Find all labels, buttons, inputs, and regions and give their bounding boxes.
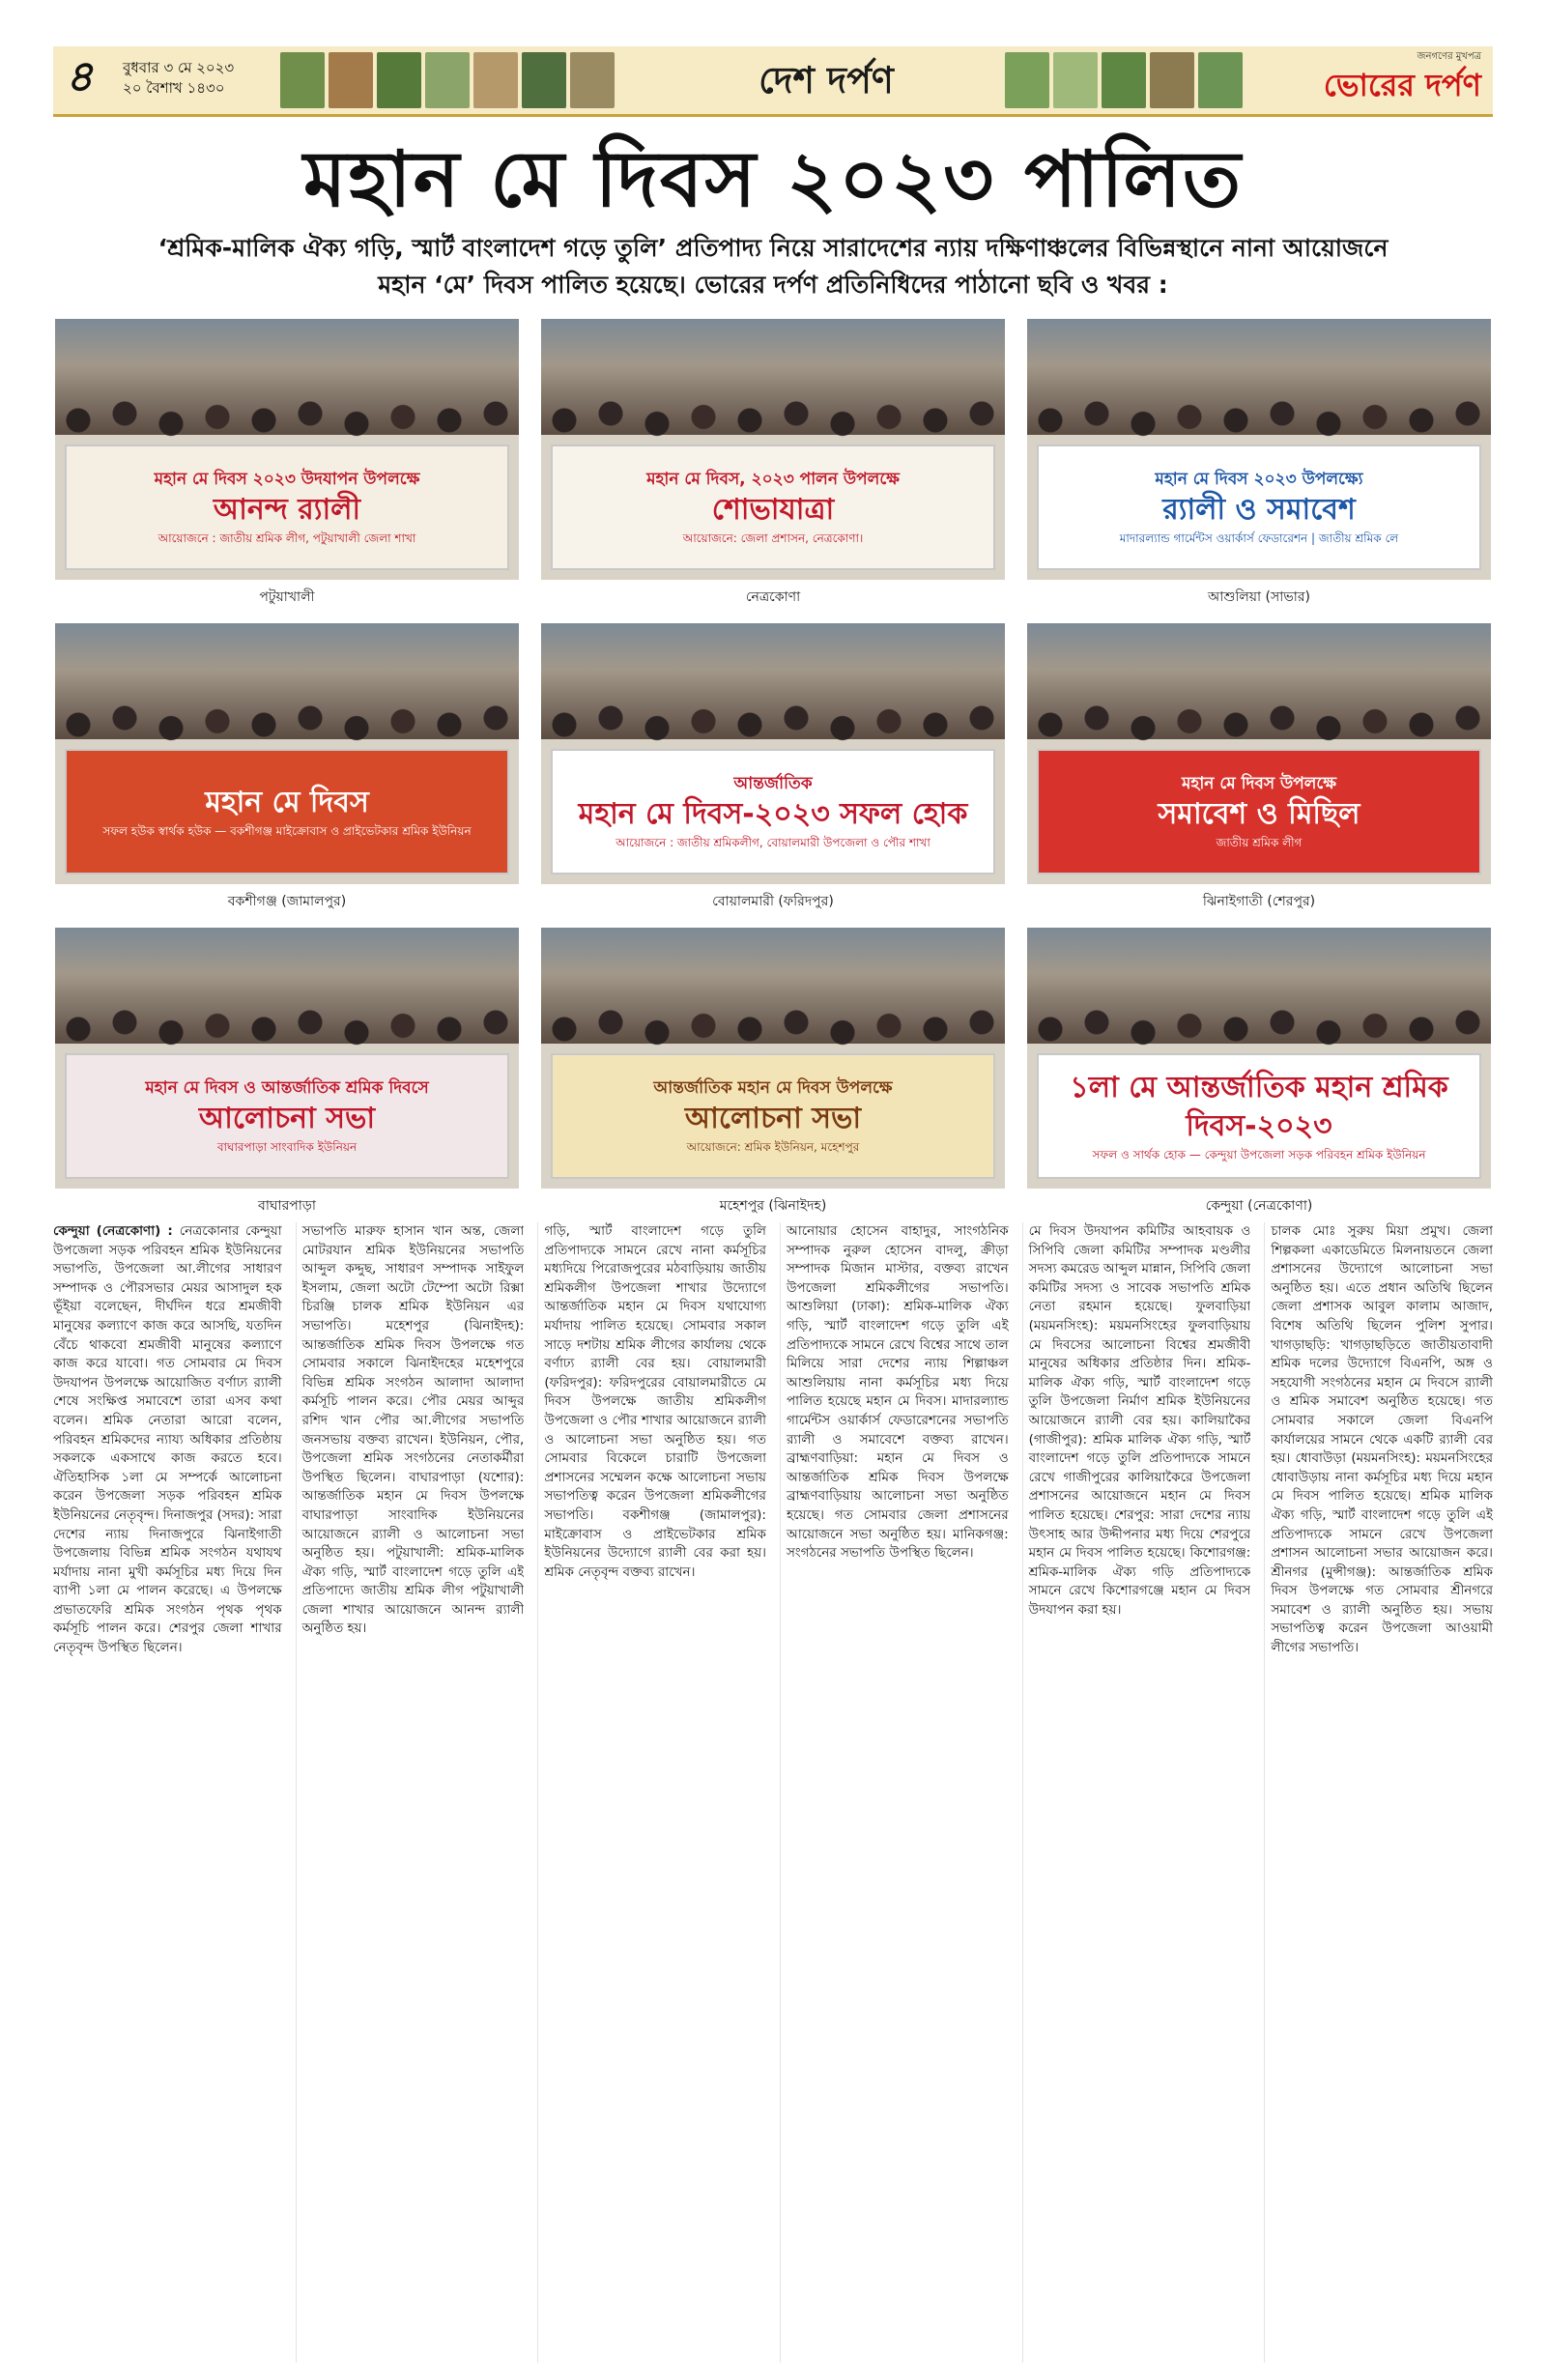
page-subheadline — [77, 230, 1469, 303]
page-headline: মহান মে দিবস ২০২৩ পালিত — [302, 134, 1244, 224]
column-text: সভাপতি মারুফ হাসান খান অন্ত, জেলা মোটরযান শ্রমিক ইউনিয়নের সভাপতি আব্দুল কদ্দুছ, সাধারণ সম্পাদক সাইফুল ইসলাম, জেলা অটো টেম্পো অটো রিক্সা চিরঞ্জি চালক শ্রমিক ইউনিয়ন এর সভাপতি। মহেশপুর (ঝিনাইদহ): আন্তর্জাতিক শ্রমিক দিবস উপলক্ষে গত সোমবার সকালে ঝিনাইদহের মহেশপুরে বিভিন্ন শ্রমিক সংগঠন আলাদা আলাদা কর্মসূচি পালন করে। পৌর মেয়র আব্দুর রশিদ খান পৌর আ.লীগের সভাপতি জনসভায় বক্তব্য রাখেন। ইউনিয়ন, পৌর, উপজেলা শ্রমিক সংগঠনের নেতাকর্মীরা উপস্থিত ছিলেন। বাঘারপাড়া (যশোর): আন্তর্জাতিক মহান মে দিবস উপলক্ষে বাঘারপাড়া সাংবাদিক ইউনিয়নের আয়োজনে র‍্যালী ও আলোচনা সভা অনুষ্ঠিত হয়। পটুয়াখালী: শ্রমিক-মালিক ঐক্য গড়ি, স্মার্ট বাংলাদেশ গড়ে তুলি এই প্রতিপাদ্যে জাতীয় শ্রমিক লীগ পটুয়াখালী জেলা শাখার আয়োজনে আনন্দ র‍্যালী অনুষ্ঠিত হয়। — [301, 1223, 525, 1637]
banner-top-text: মহান মে দিবস ২০২৩ উপলক্ষ্যে — [1155, 470, 1363, 489]
photo-caption: বাঘারপাড়া — [258, 1198, 316, 1214]
photo-banner — [65, 444, 509, 570]
column-paragraph — [302, 1222, 525, 1639]
strip-photo — [329, 52, 373, 108]
banner-top-text: মহান মে দিবস উপলক্ষে — [1181, 774, 1337, 793]
banner-bottom-text: মাদারল্যান্ড গার্মেন্টস ওয়ার্কার্স ফেডারেশন | জাতীয় শ্রমিক লে — [1119, 531, 1399, 545]
news-photo — [541, 319, 1005, 580]
banner-top-text: মহান মে দিবস, ২০২৩ পালন উপলক্ষে — [646, 470, 900, 489]
column-paragraph — [544, 1222, 766, 1582]
banner-bottom-text: সফল হউক স্বার্থক হউক — বকশীগঞ্জ মাইক্রোবাস ও প্রাইভেটকার শ্রমিক ইউনিয়ন — [102, 824, 472, 838]
column-text: আনোয়ার হোসেন বাহাদুর, সাংগঠনিক সম্পাদক নুরুল হোসেন বাদলু, ক্রীড়া সম্পাদক মিজান মাস্টার, বক্তব্য রাখেন উপজেলা শ্রমিকলীগের সভাপতি। আশুলিয়া (ঢাকা): শ্রমিক-মালিক ঐক্য গড়ি, স্মার্ট বাংলাদেশ গড়ে তুলি এই প্রতিপাদ্যকে সামনে রেখে বিশ্বের সাথে তাল মিলিয়ে সারা দেশের ন্যায় শিল্পাঞ্চল আশুলিয়ায় নানা কর্মসূচির মধ্য দিয়ে পালিত হয়েছে মহান মে দিবস। মাদারল্যান্ড গার্মেন্টস ওয়ার্কার্স ফেডারেশনের সভাপতি র‍্যালী ও সমাবেশে বক্তব্য রাখেন। ব্রাহ্মণবাড়িয়া: মহান মে দিবস ও আন্তর্জাতিক শ্রমিক দিবস উপলক্ষে ব্রাহ্মণবাড়িয়ায় আলোচনা সভা অনুষ্ঠিত হয়েছে। গত সোমবার জেলা প্রশাসনের আয়োজনে সভা অনুষ্ঠিত হয়। মানিকগঞ্জ: সংগঠনের সভাপতি উপস্থিত ছিলেন। — [787, 1223, 1009, 1562]
masthead — [53, 46, 1493, 117]
date-bengali: ২০ বৈশাখ ১৪৩০ — [123, 79, 225, 97]
photo-caption: আশুলিয়া (সাভার) — [1207, 589, 1310, 605]
banner-bottom-text: আয়োজনে : জাতীয় শ্রমিক লীগ, পটুয়াখালী জেলা শাখা — [157, 531, 416, 545]
strip-photo — [473, 52, 518, 108]
masthead-photo-strip-right — [1005, 52, 1243, 108]
news-column — [296, 1222, 525, 2363]
column-text: মে দিবস উদযাপন কমিটির আহবায়ক ও সিপিবি জেলা কমিটির সম্পাদক মণ্ডলীর সদস্য কমরেড আব্দুল মান্নান, সিপিবি জেলা কমিটির সদস্য ও সাবেক সভাপতি শ্রমিক নেতা রহমান হয়েছে। ফুলবাড়িয়া (ময়মনসিংহ): ময়মনসিংহের ফুলবাড়িয়ায় মে দিবসের আলোচনা বিশ্বের শ্রমজীবী মানুষের অধিকার প্রতিষ্ঠার দিন। শ্রমিক-মালিক ঐক্য গড়ি, স্মার্ট বাংলাদেশ গড়ে তুলি উপজেলা নির্মাণ শ্রমিক ইউনিয়নের আয়োজনে র‍্যালী বের হয়। কালিয়াকৈর (গাজীপুর): শ্রমিক মালিক ঐক্য গড়ি, স্মার্ট বাংলাদেশ গড়ে তুলি প্রতিপাদ্যকে সামনে রেখে গাজীপুরের কালিয়াকৈরে উপজেলা প্রশাসনের আয়োজনে মহান মে দিবস পালিত হয়েছে। শেরপুর: সারা দেশের ন্যায় উৎসাহ আর উদ্দীপনার মধ্য দিয়ে শেরপুরে মহান মে দিবস পালিত হয়েছে। কিশোরগঞ্জ: শ্রমিক-মালিক ঐক্য গড়ি প্রতিপাদ্যকে সামনে রেখে কিশোরগঞ্জে মহান মে দিবস উদযাপন করা হয়। — [1028, 1223, 1251, 1618]
photo-banner — [65, 749, 509, 875]
page-number: ৪ — [65, 52, 94, 101]
strip-photo — [522, 52, 566, 108]
dateline: কেন্দুয়া (নেত্রকোণা) : — [53, 1223, 180, 1239]
masthead-photo-strip-left — [280, 52, 615, 108]
column-text: গড়ি, স্মার্ট বাংলাদেশ গড়ে তুলি প্রতিপাদ্যকে সামনে রেখে নানা কর্মসূচির মধ্যদিয়ে পিরোজপুরের মঠবাড়িয়ায় জাতীয় শ্রমিকলীগ উপজেলা শাখার উদ্যোগে আন্তর্জাতিক মহান মে দিবস যথাযোগ্য মর্যাদায় পালিত হয়েছে। সোমবার সকাল সাড়ে দশটায় শ্রমিক লীগের কার্যালয় থেকে বর্ণাঢ্য র‍্যালী বের হয়। বোয়ালমারী (ফরিদপুর): ফরিদপুরের বোয়ালমারীতে মে দিবস উপলক্ষে জাতীয় শ্রমিকলীগ উপজেলা ও পৌর শাখার আয়োজনে র‍্যালী ও আলোচনা সভা অনুষ্ঠিত হয়। গত সোমবার বিকেলে চারাটি উপজেলা প্রশাসনের সম্মেলন কক্ষে আলোচনা সভায় সভাপতিত্ব করেন উপজেলা শ্রমিকলীগের সভাপতি। বকশীগঞ্জ (জামালপুর): মাইক্রোবাস ও প্রাইভেটকার শ্রমিক ইউনিয়নের উদ্যোগে র‍্যালী বের করা হয়। শ্রমিক নেতৃবৃন্দ বক্তব্য রাখেন। — [544, 1223, 766, 1580]
news-photo — [1027, 623, 1491, 884]
date-gregorian: বুধবার ৩ মে ২০২৩ — [123, 59, 235, 76]
banner-bottom-text: আয়োজনে: শ্রমিক ইউনিয়ন, মহেশপুর — [686, 1140, 860, 1154]
news-photo — [55, 928, 519, 1189]
photo-banner — [551, 1053, 995, 1179]
section-title: দেশ দর্পণ — [759, 58, 894, 101]
strip-photo — [1005, 52, 1049, 108]
strip-photo — [280, 52, 325, 108]
column-paragraph — [787, 1222, 1009, 1563]
banner-main-text: মহান মে দিবস — [205, 786, 369, 819]
brand-logo: ভোরের দর্পণ — [1323, 67, 1481, 103]
issue-date — [123, 58, 234, 99]
news-photo — [1027, 319, 1491, 580]
banner-main-text: শোভাযাত্রা — [711, 493, 835, 527]
article-body — [53, 1222, 1493, 2363]
strip-photo — [1198, 52, 1243, 108]
banner-bottom-text: বাঘারপাড়া সাংবাদিক ইউনিয়ন — [216, 1140, 358, 1154]
column-text: নেত্রকোনার কেন্দুয়া উপজেলা সড়ক পরিবহন শ্রমিক ইউনিয়নের সভাপতি, উপজেলা আ.লীগের সাধারণ সম্পাদক ও পৌরসভার মেয়র আসাদুল হক ভূঁইয়া বলেছেন, দীর্ঘদিন ধরে শ্রমজীবী মানুষের কল্যাণে কাজ করে আসছি, যতদিন বেঁচে থাকবো শ্রমজীবী মানুষের কল্যাণে কাজ করে যাবো। গত সোমবার মে দিবস উদযাপন উপলক্ষে আয়োজিত বর্ণাঢ্য র‍্যালী শেষে সংক্ষিপ্ত সমাবেশে তারা এসব কথা বলেন। শ্রমিক নেতারা আরো বলেন, পরিবহন শ্রমিকদের ন্যায্য অধিকার প্রতিষ্ঠায় সকলকে একসাথে কাজ করতে হবে। ঐতিহাসিক ১লা মে সম্পর্কে আলোচনা করেন উপজেলা সড়ক পরিবহন শ্রমিক ইউনিয়নের নেতৃবৃন্দ। দিনাজপুর (সদর): সারা দেশের ন্যায় দিনাজপুরে ঝিনাইগাতী উপজেলায় বিভিন্ন শ্রমিক সংগঠন যথাযথ মর্যাদায় নানা মুখী কর্মসূচির মধ্য দিয়ে দিন ব্যাপী ১লা মে পালন করেছে। এ উপলক্ষে প্রভাতফেরি শ্রমিক সংগঠন পৃথক পৃথক কর্মসূচি পালন করে। শেরপুর জেলা শাখার নেতৃবৃন্দ উপস্থিত ছিলেন। — [53, 1223, 282, 1656]
photo-caption: নেত্রকোণা — [745, 589, 801, 605]
photo-caption: মহেশপুর (ঝিনাইদহ) — [719, 1198, 827, 1214]
banner-top-text: আন্তর্জাতিক মহান মে দিবস উপলক্ষে — [653, 1078, 893, 1098]
news-column — [1022, 1222, 1251, 2363]
banner-bottom-text: জাতীয় শ্রমিক লীগ — [1216, 836, 1303, 849]
banner-bottom-text: সফল ও সার্থক হোক — কেন্দুয়া উপজেলা সড়ক পরিবহন শ্রমিক ইউনিয়ন — [1092, 1148, 1426, 1161]
strip-photo — [1150, 52, 1194, 108]
news-column — [53, 1222, 282, 2363]
banner-main-text: সমাবেশ ও মিছিল — [1158, 797, 1360, 831]
photo-caption: বকশীগঞ্জ (জামালপুর) — [227, 894, 347, 909]
strip-photo — [425, 52, 470, 108]
banner-main-text: ১লা মে আন্তর্জাতিক মহান শ্রমিক দিবস-২০২৩ — [1070, 1071, 1448, 1143]
brand-tagline: জনগণের মুখপত্র — [1417, 51, 1481, 62]
strip-photo — [1053, 52, 1098, 108]
photo-banner — [65, 1053, 509, 1179]
news-photo — [541, 623, 1005, 884]
photo-banner — [551, 444, 995, 570]
news-column — [1264, 1222, 1493, 2363]
banner-top-text: মহান মে দিবস ও আন্তর্জাতিক শ্রমিক দিবসে — [145, 1078, 429, 1098]
column-paragraph — [1271, 1222, 1493, 1658]
photo-banner — [551, 749, 995, 875]
subhead-line: মহান ‘মে’ দিবস পালিত হয়েছে। ভোরের দর্পণ প্রতিনিধিদের পাঠানো ছবি ও খবর : — [378, 271, 1168, 299]
photo-banner — [1037, 749, 1481, 875]
banner-top-text: আন্তর্জাতিক — [733, 774, 813, 793]
photo-caption: ঝিনাইগাতী (শেরপুর) — [1202, 894, 1316, 909]
strip-photo — [570, 52, 615, 108]
news-photo — [55, 319, 519, 580]
photo-caption: কেন্দুয়া (নেত্রকোণা) — [1205, 1198, 1313, 1214]
photo-banner — [1037, 444, 1481, 570]
strip-photo — [377, 52, 421, 108]
strip-photo — [1102, 52, 1146, 108]
news-column — [537, 1222, 766, 2363]
banner-bottom-text: আয়োজনে: জেলা প্রশাসন, নেত্রকোণা। — [682, 531, 864, 545]
news-photo — [1027, 928, 1491, 1189]
news-photo — [541, 928, 1005, 1189]
photo-caption: পটুয়াখালী — [259, 589, 315, 605]
column-text: চালক মোঃ সুরুয় মিয়া প্রমুখ। জেলা শিল্পকলা একাডেমিতে মিলনায়তনে জেলা প্রশাসনের উদ্যোগে আলোচনা সভা অনুষ্ঠিত হয়। এতে প্রধান অতিথি ছিলেন জেলা প্রশাসক আবুল কালাম আজাদ, বিশেষ অতিথি ছিলেন পুলিশ সুপার। খাগড়াছড়ি: খাগড়াছড়িতে জাতীয়তাবাদী শ্রমিক দলের উদ্যোগে বিএনপি, অঙ্গ ও সহযোগী সংগঠনের মহান মে দিবসে র‍্যালী ও শ্রমিক সমাবেশ অনুষ্ঠিত হয়েছে। গত সোমবার সকালে জেলা বিএনপি কার্যালয়ের সামনে থেকে একটি র‍্যালী বের হয়। ধোবাউড়া (ময়মনসিংহ): ময়মনসিংহের ধোবাউড়ায় নানা কর্মসূচির মধ্য দিয়ে মহান মে দিবস পালিত হয়েছে। শ্রমিক মালিক ঐক্য গড়ি, স্মার্ট বাংলাদেশ গড়ে তুলি এই প্রতিপাদ্যকে সামনে রেখে উপজেলা প্রশাসন আলোচনা সভার আয়োজন করে। শ্রীনগর (মুন্সীগঞ্জ): আন্তর্জাতিক শ্রমিক দিবস উপলক্ষে গত সোমবার শ্রীনগরে সমাবেশ ও র‍্যালী অনুষ্ঠিত হয়। সভায় সভাপতিত্ব করেন উপজেলা আওয়ামী লীগের সভাপতি। — [1271, 1223, 1493, 1656]
photo-banner — [1037, 1053, 1481, 1179]
column-paragraph — [1029, 1222, 1251, 1620]
banner-main-text: আলোচনা সভা — [684, 1102, 862, 1135]
banner-main-text: মহান মে দিবস-২০২৩ সফল হোক — [578, 797, 968, 831]
column-paragraph — [53, 1222, 282, 1658]
news-column — [780, 1222, 1009, 2363]
banner-main-text: আনন্দ র‍্যালী — [213, 493, 361, 527]
banner-bottom-text: আয়োজনে : জাতীয় শ্রমিকলীগ, বোয়ালমারী উপজেলা ও পৌর শাখা — [616, 836, 930, 849]
newspaper-brand — [1278, 50, 1481, 110]
banner-main-text: আলোচনা সভা — [198, 1102, 376, 1135]
news-photo — [55, 623, 519, 884]
banner-main-text: র‍্যালী ও সমাবেশ — [1162, 493, 1356, 527]
banner-top-text: মহান মে দিবস ২০২৩ উদযাপন উপলক্ষে — [154, 470, 420, 489]
photo-caption: বোয়ালমারী (ফরিদপুর) — [712, 894, 834, 909]
subhead-line: ‘শ্রমিক-মালিক ঐক্য গড়ি, স্মার্ট বাংলাদেশ গড়ে তুলি’ প্রতিপাদ্য নিয়ে সারাদেশের ন্যায় দক্ষিণাঞ্চলের বিভিন্নস্থানে নানা আয়োজনে — [157, 234, 1389, 262]
